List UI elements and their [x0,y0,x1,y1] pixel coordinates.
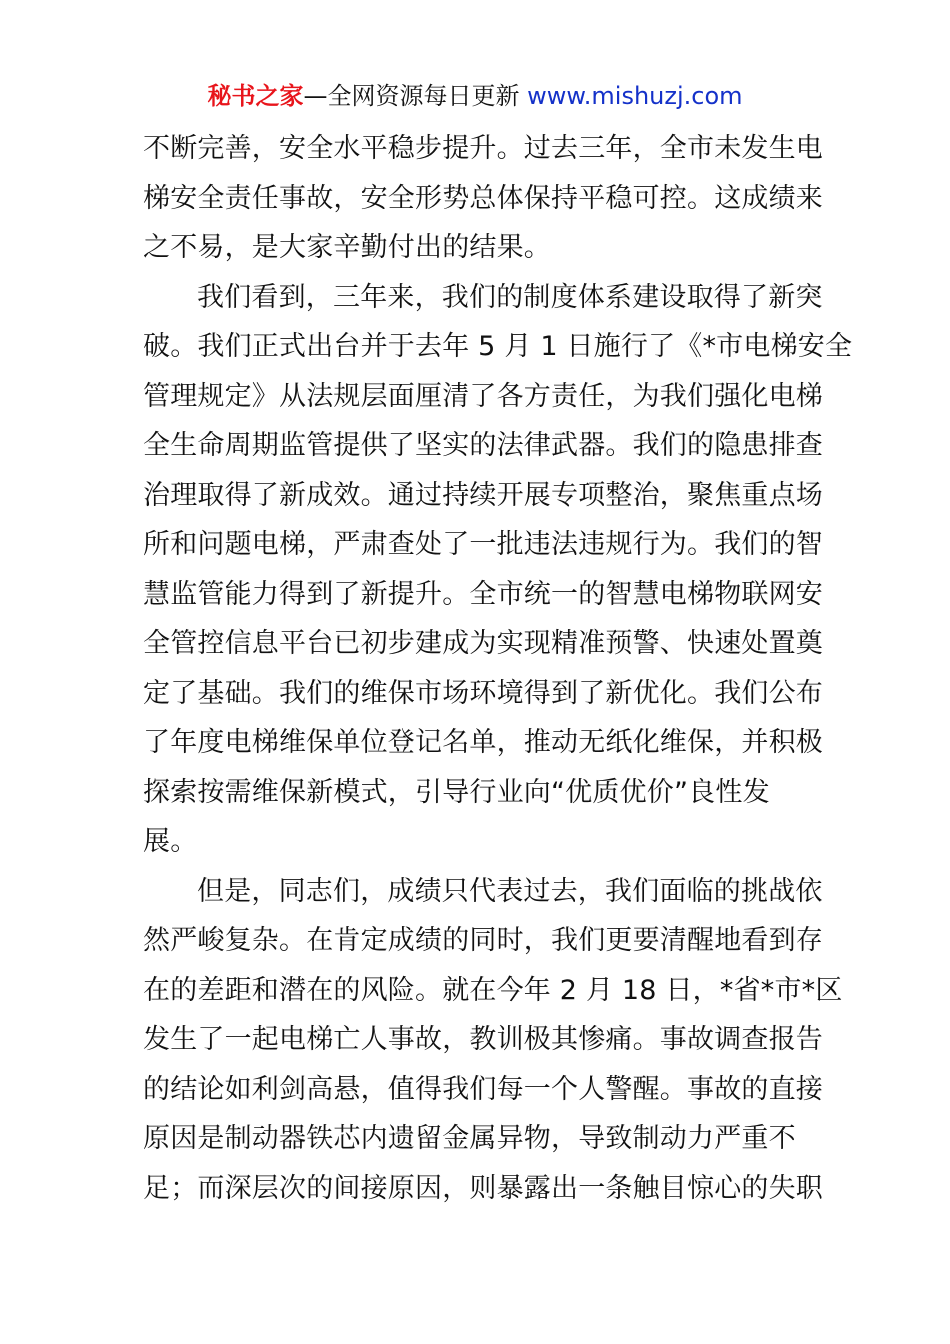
document-body [143,124,853,1213]
text-line: 慧监管能力得到了新提升。全市统一的智慧电梯物联网安 [143,578,823,610]
text-line: 破。我们正式出台并于去年 5 月 1 日施行了《*市电梯安全 [143,331,853,362]
brand-name: 秘书之家 [207,82,304,110]
text-line: 全生命周期监管提供了坚实的法律武器。我们的隐患排查 [143,430,823,461]
text-line: 但是，同志们，成绩只代表过去，我们面临的挑战依 [197,875,823,907]
text-line: 发生了一起电梯亡人事故，教训极其惨痛。事故调查报告 [143,1024,823,1055]
text-line: 管理规定》从法规层面厘清了各方责任，为我们强化电梯 [143,380,823,412]
text-line: 的结论如利剑高悬，值得我们每一个人警醒。事故的直接 [143,1073,823,1105]
text-line: 我们看到，三年来，我们的制度体系建设取得了新突 [197,281,823,313]
text-line: 探索按需维保新模式，引导行业向“优质优价”良性发 [143,776,770,808]
text-line: 足；而深层次的间接原因，则暴露出一条触目惊心的失职 [143,1172,823,1204]
text-line: 治理取得了新成效。通过持续开展专项整治，聚焦重点场 [143,479,823,511]
text-line: 全管控信息平台已初步建成为实现精准预警、快速处置奠 [143,628,823,659]
site-url-link[interactable]: www.mishuzj.com [527,82,743,110]
text-line: 原因是制动器铁芯内遗留金属异物，导致制动力严重不 [143,1123,796,1154]
text-line: 定了基础。我们的维保市场环境得到了新优化。我们公布 [143,677,823,709]
header-tagline: —全网资源每日更新 [303,82,520,110]
text-line: 在的差距和潜在的风险。就在今年 2 月 18 日，*省*市*区 [143,974,843,1006]
text-line: 然严峻复杂。在肯定成绩的同时，我们更要清醒地看到存 [143,925,823,956]
text-line: 不断完善，安全水平稳步提升。过去三年，全市未发生电 [143,133,823,164]
text-line: 梯安全责任事故，安全形势总体保持平稳可控。这成绩来 [143,182,823,214]
text-line: 所和问题电梯，严肃查处了一批违法违规行为。我们的智 [143,529,823,560]
page-header [0,78,950,114]
text-line: 之不易，是大家辛勤付出的结果。 [143,232,551,263]
text-line: 展。 [143,826,198,857]
text-line: 了年度电梯维保单位登记名单，推动无纸化维保，并积极 [143,727,823,758]
